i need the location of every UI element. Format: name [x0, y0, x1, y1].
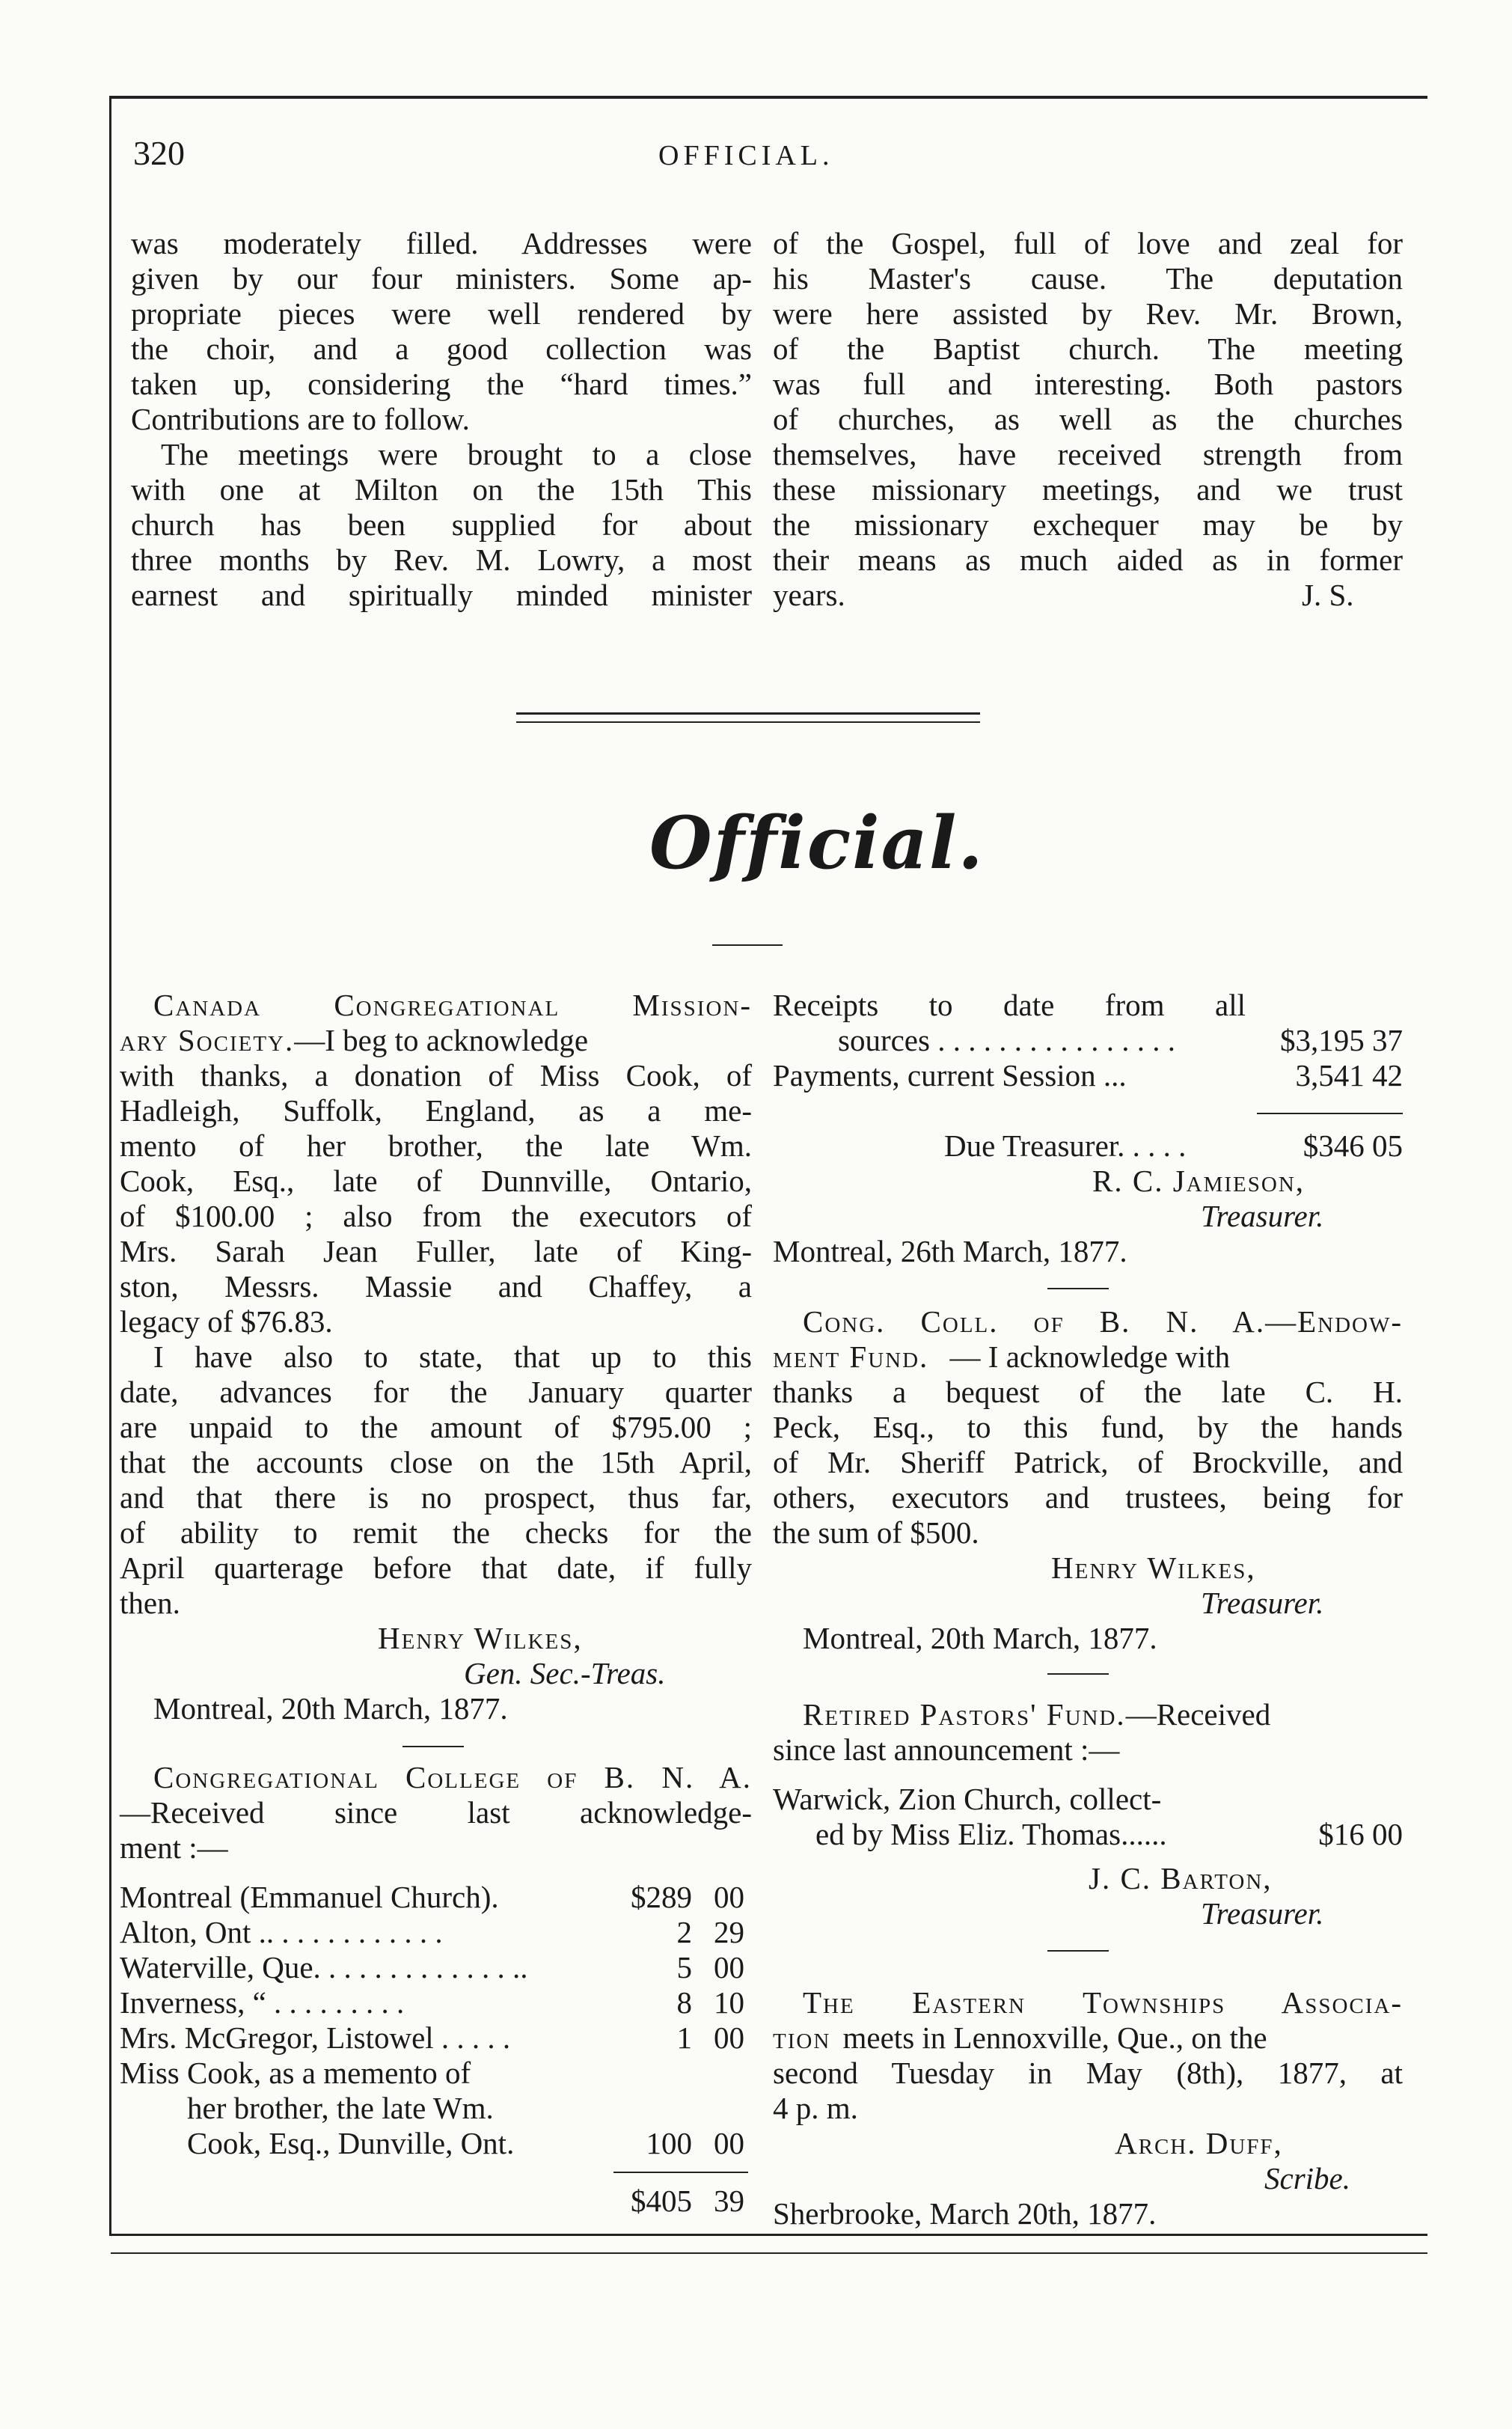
notice-heading: Canada Congregational Mission-	[153, 988, 752, 1022]
divider-short	[1047, 1288, 1109, 1289]
text-span: —I beg to acknowledge	[294, 1023, 589, 1057]
divider-short	[1047, 1673, 1109, 1675]
receipt-cents: 10	[714, 1985, 744, 2020]
text-line: Due Treasurer. . . . .	[944, 1128, 1187, 1163]
section-divider-2	[516, 721, 980, 723]
total-cents: 39	[714, 2184, 744, 2218]
text-line: Warwick, Zion Church, collect-	[773, 1782, 1162, 1816]
text-line: with one at Milton on the 15th This	[131, 472, 752, 507]
text-span: —Received	[1125, 1697, 1271, 1732]
text-line: taken up, considering the “hard times.”	[131, 367, 752, 401]
page-number: 320	[133, 134, 185, 172]
sum-rule	[613, 2172, 748, 2173]
notice-date: Montreal, 20th March, 1877.	[153, 1691, 508, 1726]
text-line	[773, 1339, 1403, 1375]
text-line: of the Gospel, full of love and zeal for	[773, 226, 1403, 260]
amount: 3,541 42	[1295, 1058, 1403, 1093]
notice-heading-cont: ary Society.	[120, 1023, 295, 1057]
sum-rule	[1257, 1113, 1403, 1114]
text-line: the missionary exchequer may be by	[773, 507, 1403, 542]
notice-heading-cont: ment Fund.	[773, 1339, 929, 1374]
notice-heading: Cong. Coll. of B. N. A.—Endow-	[803, 1304, 1403, 1339]
bottom-border	[111, 2234, 1427, 2236]
signer-name: Arch. Duff,	[1115, 2126, 1283, 2160]
text-line: the choir, and a good collection was	[131, 331, 752, 366]
signer-name: R. C. Jamieson,	[1092, 1164, 1306, 1198]
receipt-label: Miss Cook, as a memento of	[120, 2056, 471, 2090]
text-line	[773, 2020, 1403, 2056]
text-line: —Received since last acknowledge-	[120, 1795, 752, 1830]
text-line: 4 p. m.	[773, 2091, 858, 2125]
title-rule	[712, 944, 783, 946]
section-divider	[516, 712, 980, 715]
divider-short	[1047, 1950, 1109, 1952]
text-line: April quarterage before that date, if fully	[120, 1550, 752, 1585]
text-line: since last announcement :—	[773, 1732, 1120, 1767]
receipt-cents: 00	[714, 1880, 744, 1914]
text-line: were here assisted by Rev. Mr. Brown,	[773, 296, 1403, 331]
receipt-cents: 00	[714, 2020, 744, 2055]
receipt-dollars: 1	[676, 2020, 692, 2055]
signer-name: J. C. Barton,	[1089, 1861, 1273, 1895]
text-line: Peck, Esq., to this fund, by the hands	[773, 1410, 1403, 1444]
signer-name: Henry Wilkes,	[1051, 1550, 1256, 1585]
text-line: that the accounts close on the 15th April,	[120, 1445, 752, 1479]
text-line: sources . . . . . . . . . . . . . . . .	[838, 1023, 1175, 1057]
text-line: others, executors and trustees, being for	[773, 1480, 1403, 1515]
text-line	[120, 1023, 752, 1058]
text-line: with thanks, a donation of Miss Cook, of	[120, 1058, 752, 1093]
signer-title: Gen. Sec.-Treas.	[464, 1656, 666, 1690]
signer-title: Treasurer.	[1201, 1586, 1324, 1620]
text-line: and that there is no prospect, thus far,	[120, 1480, 752, 1515]
text-line: of $100.00 ; also from the executors of	[120, 1199, 752, 1233]
text-line: of Mr. Sheriff Patrick, of Brockville, and	[773, 1445, 1403, 1479]
text-line: of churches, as well as the churches	[773, 402, 1403, 436]
divider-short	[403, 1746, 464, 1747]
amount: $346 05	[1303, 1128, 1403, 1163]
text-line: church has been supplied for about	[131, 507, 752, 542]
text-line: I have also to state, that up to this	[153, 1339, 752, 1374]
text-line: given by our four ministers. Some ap-	[131, 261, 752, 296]
receipt-dollars: 100	[646, 2126, 692, 2160]
amount: $16 00	[1318, 1817, 1403, 1851]
text-line: earnest and spiritually minded minister	[131, 578, 752, 612]
receipt-cents: 29	[714, 1915, 744, 1949]
text-span: — I acknowledge with	[949, 1339, 1231, 1374]
notice-heading: Congregational College of B. N. A.	[153, 1760, 752, 1794]
text-line: three months by Rev. M. Lowry, a most	[131, 543, 752, 577]
notice-date: Sherbrooke, March 20th, 1877.	[773, 2196, 1157, 2231]
text-line: of ability to remit the checks for the	[120, 1515, 752, 1550]
text-line: Receipts to date from all	[773, 988, 1246, 1022]
text-line: years.	[773, 578, 845, 612]
text-span: meets in Lennoxville, Que., on the	[842, 2020, 1267, 2055]
text-line: are unpaid to the amount of $795.00 ;	[120, 1410, 752, 1444]
receipt-dollars: 8	[676, 1985, 692, 2020]
text-line: Hadleigh, Suffolk, England, as a me-	[120, 1093, 752, 1128]
receipt-dollars: 5	[676, 1950, 692, 1985]
signer-name: Henry Wilkes,	[378, 1621, 583, 1655]
text-line: his Master's cause. The deputation	[773, 261, 1403, 296]
text-line: then.	[120, 1586, 180, 1620]
text-line: ed by Miss Eliz. Thomas......	[815, 1817, 1167, 1851]
top-border	[111, 96, 1427, 99]
notice-date: Montreal, 20th March, 1877.	[803, 1621, 1157, 1655]
text-line: date, advances for the January quarter	[120, 1375, 752, 1409]
receipt-label: Cook, Esq., Dunville, Ont.	[187, 2126, 515, 2160]
receipt-dollars: 2	[676, 1915, 692, 1949]
text-line: was moderately filled. Addresses were	[131, 226, 752, 260]
text-line: second Tuesday in May (8th), 1877, at	[773, 2056, 1403, 2090]
text-line: was full and interesting. Both pastors	[773, 367, 1403, 401]
text-line: ment :—	[120, 1830, 228, 1865]
text-line: mento of her brother, the late Wm.	[120, 1128, 752, 1163]
notice-date: Montreal, 26th March, 1877.	[773, 1234, 1127, 1268]
text-line: these missionary meetings, and we trust	[773, 472, 1403, 507]
left-border	[109, 96, 111, 2236]
receipt-label: Montreal (Emmanuel Church).	[120, 1880, 499, 1914]
bottom-border-2	[111, 2252, 1427, 2254]
section-title: Official.	[649, 801, 985, 885]
text-line: Payments, current Session ...	[773, 1058, 1127, 1093]
receipt-label: Waterville, Que. . . . . . . . . . . . . ..	[120, 1950, 528, 1985]
text-line: Mrs. Sarah Jean Fuller, late of King-	[120, 1234, 752, 1268]
text-line: legacy of $76.83.	[120, 1304, 333, 1339]
text-line: ston, Messrs. Massie and Chaffey, a	[120, 1269, 752, 1304]
signer-title: Treasurer.	[1201, 1199, 1324, 1233]
text-line: Contributions are to follow.	[131, 402, 470, 436]
amount: $3,195 37	[1280, 1023, 1403, 1057]
text-line: thanks a bequest of the late C. H.	[773, 1375, 1403, 1409]
receipt-cents: 00	[714, 1950, 744, 1985]
text-line: propriate pieces were well rendered by	[131, 296, 752, 331]
receipt-label: her brother, the late Wm.	[187, 2091, 494, 2125]
notice-heading-cont: tion	[773, 2020, 831, 2055]
receipt-cents: 00	[714, 2126, 744, 2160]
total-dollars: $405	[631, 2184, 692, 2218]
notice-heading: The Eastern Townships Associa-	[803, 1985, 1403, 2020]
receipt-dollars: $289	[631, 1880, 692, 1914]
signer-title: Treasurer.	[1201, 1896, 1324, 1931]
notice-heading: Retired Pastors' Fund.	[803, 1697, 1126, 1732]
text-line: their means as much aided as in former	[773, 543, 1403, 577]
running-title: OFFICIAL.	[658, 140, 834, 171]
text-line	[803, 1697, 1270, 1732]
receipt-label: Mrs. McGregor, Listowel . . . . .	[120, 2020, 511, 2055]
text-line: the sum of $500.	[773, 1515, 979, 1550]
text-line: themselves, have received strength from	[773, 437, 1403, 471]
receipt-label: Inverness, “ . . . . . . . . .	[120, 1985, 405, 2020]
text-line: of the Baptist church. The meeting	[773, 331, 1403, 366]
text-line: Cook, Esq., late of Dunnville, Ontario,	[120, 1164, 752, 1198]
signature: J. S.	[1302, 578, 1354, 612]
signer-title: Scribe.	[1264, 2161, 1350, 2196]
text-line: The meetings were brought to a close	[161, 437, 752, 471]
receipt-label: Alton, Ont .. . . . . . . . . . . .	[120, 1915, 443, 1949]
